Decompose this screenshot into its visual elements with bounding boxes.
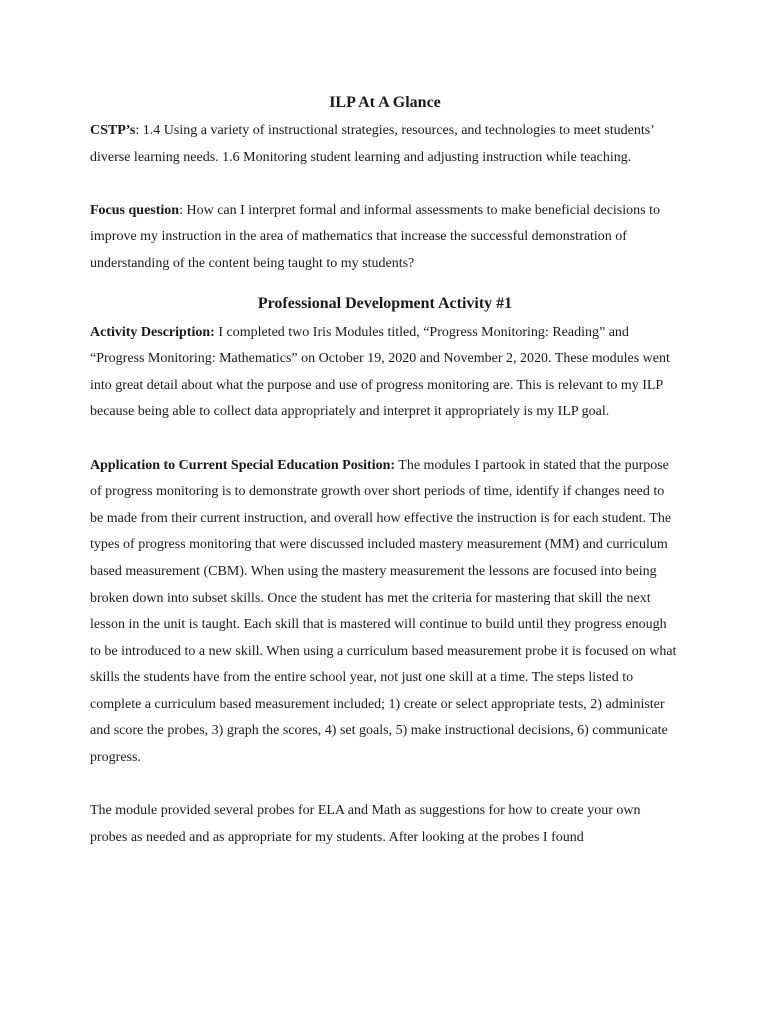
document-title: ILP At A Glance bbox=[329, 94, 441, 111]
activity-description-text: I completed two Iris Modules titled, “Progress Monitoring: Reading” and “Progress Monitoring: Mathematics” on October 19, 2020 and November 2, 2020. These modules went into great detail about what the purpose and use of progress monitoring are. This is relevant to my ILP because being able to collect data appropriately and interpret it appropriately is my ILP goal. bbox=[90, 324, 670, 420]
focus-question-text: : How can I interpret formal and informal assessments to make beneficial decisions to improve my instruction in the area of mathematics that increase the successful demonstration of understanding of the content being taught to my students? bbox=[90, 202, 660, 271]
activity-description-label: Activity Description: bbox=[90, 324, 215, 340]
application-label: Application to Current Special Education Position: bbox=[90, 457, 396, 473]
cstp-text: : 1.4 Using a variety of instructional strategies, resources, and technologies to meet students’ diverse learning needs. 1.6 Monitoring student learning and adjusting instruction while teaching. bbox=[90, 123, 654, 165]
activity-description-paragraph bbox=[90, 320, 680, 426]
focus-question-label: Focus question bbox=[90, 202, 180, 218]
paragraph-spacer bbox=[90, 426, 680, 453]
cstp-label: CSTP’s bbox=[90, 123, 136, 138]
paragraph-spacer bbox=[90, 171, 680, 198]
section-heading: Professional Development Activity #1 bbox=[257, 294, 513, 312]
application-paragraph bbox=[90, 453, 680, 772]
focus-question-paragraph bbox=[90, 198, 680, 278]
cstp-paragraph bbox=[90, 118, 680, 171]
application-text: The modules I partook in stated that the purpose of progress monitoring is to demonstrate growth over short periods of time, identify if changes need to be made from their current instruction, and overall how effective the instruction is for each student. The types of progress monitoring that were discussed included mastery measurement (MM) and curriculum based measurement (CBM). When using the mastery measurement the lessons are focused into being broken down into subset skills. Once the student has met the criteria for mastering that skill the next lesson in the unit is taught. Each skill that is mastered will continue to build until they progress enough to be introduced to a new skill. When using a curriculum based measurement probe it is focused on what skills the students have from the entire school year, not just one skill at a time. The steps listed to complete a curriculum based measurement included; 1) create or select appropriate tests, 2) administer and score the probes, 3) graph the scores, 4) set goals, 5) make instructional decisions, 6) communicate progress. bbox=[90, 457, 677, 766]
paragraph-spacer bbox=[90, 772, 680, 799]
section-spacer bbox=[90, 278, 680, 288]
document-page bbox=[90, 88, 680, 851]
closing-paragraph: The module provided several probes for ELA and Math as suggestions for how to create your own probes as needed and as appropriate for my students. After looking at the probes I found bbox=[90, 803, 641, 845]
